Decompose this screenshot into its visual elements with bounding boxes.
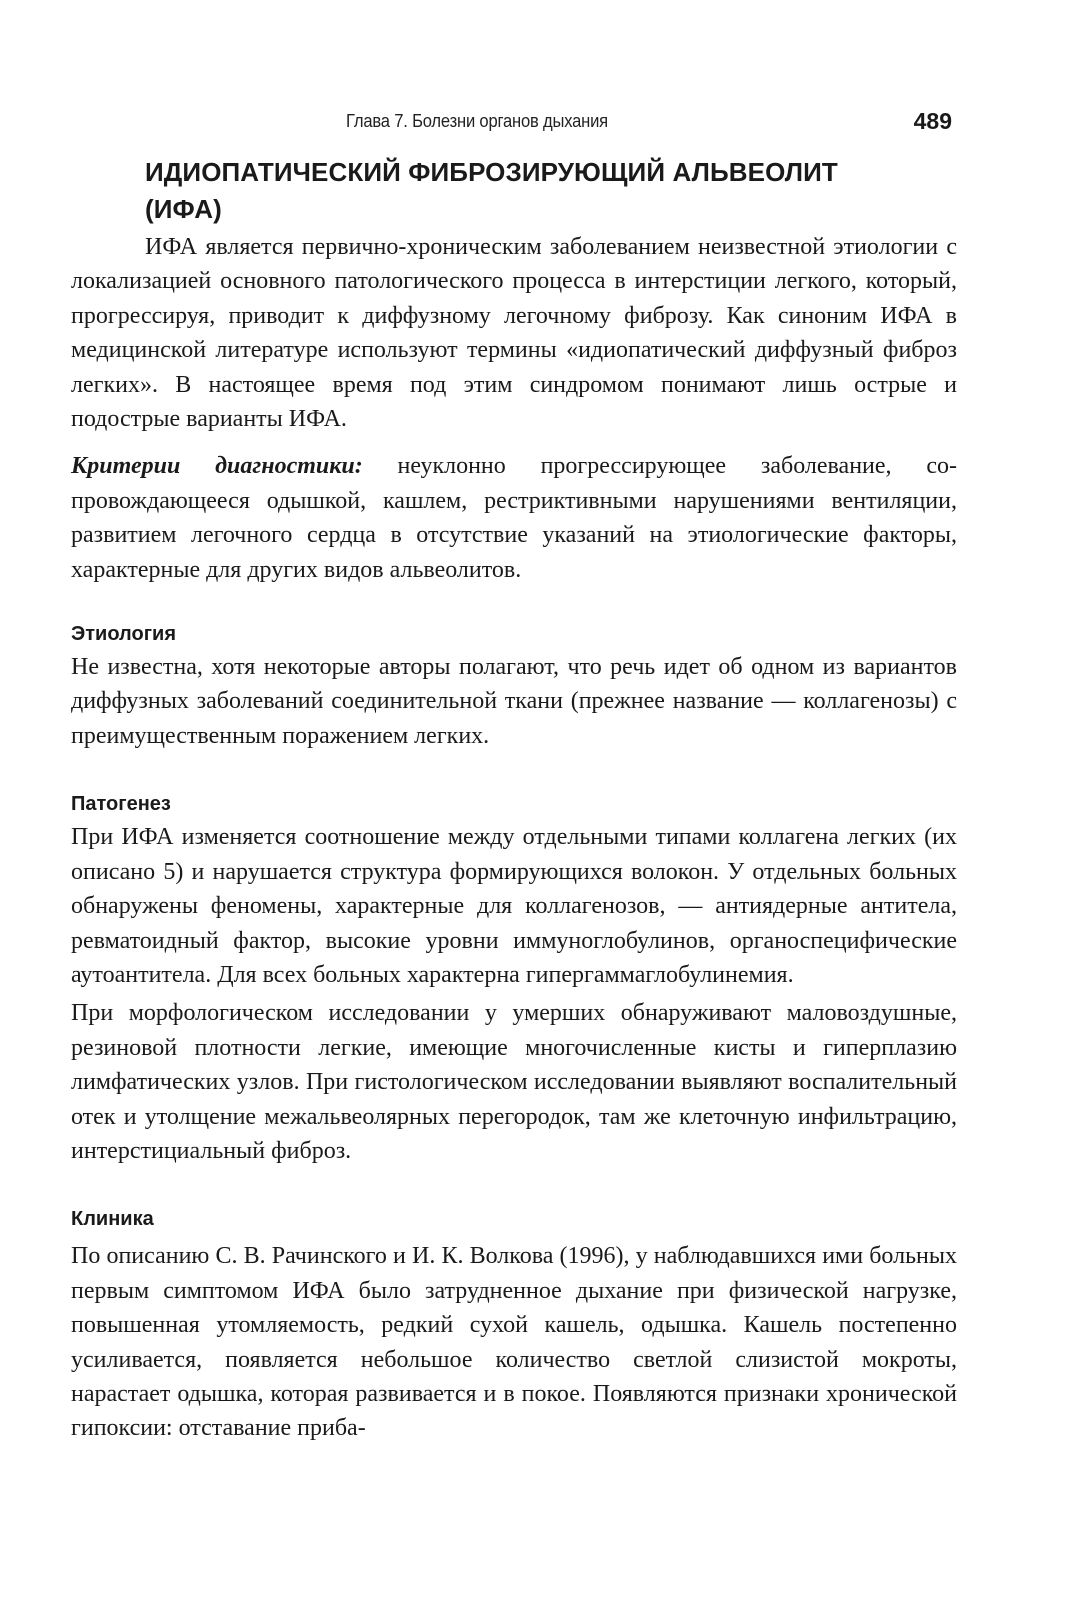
clinic-heading: Клиника bbox=[71, 1208, 154, 1231]
criteria-label: Критерии диагностики: bbox=[71, 453, 363, 480]
pathogenesis-paragraph-1: При ИФА изменяется соотношение между отдельными типами коллагена легких (их описано 5) и нарушается структура формирующихся волокон. У отдельных больных обнаружены феномены, характерные для коллагенозов, — антиядерные антитела, ревматоидный фактор, высокие уровни иммуноглобулинов, органоспецифические аутоантитела. Для всех больных характерна гипергаммаглобулинемия. bbox=[71, 824, 957, 988]
etiology-paragraph: Не известна, хотя некоторые авторы полагают, что речь идет об одном из вариантов диффузных заболеваний соединительной ткани (прежнее название — коллагенозы) с преимущественным поражением легких. bbox=[71, 654, 957, 749]
intro-paragraph: ИФА является первично-хроническим заболеванием неизвестной этиологии с локализацией основного патологического процесса в интерстиции легкого, который, прогрессируя, приводит к диффузному легочному фиброзу. Как синоним ИФА в медицинской литературе используют термины «идиопатический диффузный фиброз легких». В настоящее время под этим синдромом понимают лишь острые и подострые варианты ИФА. bbox=[71, 234, 957, 433]
page-title-line-2: (ИФА) bbox=[145, 194, 222, 224]
page-title bbox=[71, 154, 957, 228]
chapter-title: Глава 7. Болезни органов дыхания bbox=[346, 111, 608, 131]
page-number: 489 bbox=[913, 108, 952, 134]
running-header bbox=[0, 108, 1076, 141]
page-title-line-1: ИДИОПАТИЧЕСКИЙ ФИБРОЗИРУЮЩИЙ АЛЬВЕОЛИТ bbox=[145, 157, 838, 187]
clinic-paragraph: По описанию С. В. Рачинского и И. К. Волкова (1996), у наблюдавшихся ими больных первым симптомом ИФА было затрудненное дыхание при физической нагрузке, повышенная утомляемость, редкий сухой кашель, одышка. Кашель постепенно усиливается, появляется небольшое количество светлой слизистой мокроты, нарастает одышка, которая развивается и в покое. Появляются признаки хронической гипоксии: отставание приба- bbox=[71, 1243, 957, 1442]
etiology-heading: Этиология bbox=[71, 623, 176, 646]
criteria-paragraph bbox=[71, 449, 957, 587]
pathogenesis-paragraph-2: При морфологическом исследовании у умерших обнаруживают маловоздушные, резиновой плотности легкие, имеющие многочисленные кисты и гиперплазию лимфатических узлов. При гистологическом исследовании выявляют воспалительный отек и утолщение межальвеолярных перегородок, там же клеточную инфильтрацию, интерстициальный фиброз. bbox=[71, 1000, 957, 1164]
page-content bbox=[71, 154, 957, 1446]
pathogenesis-heading: Патогенез bbox=[71, 793, 171, 816]
criteria-text: неуклонно прогрессирующее заболевание, сопровождающееся одышкой, кашлем, рестриктивными нарушениями вентиляции, развитием легочного сердца в отсутствие указаний на этиологические факторы, характерные для других видов альвеолитов. bbox=[71, 453, 957, 583]
